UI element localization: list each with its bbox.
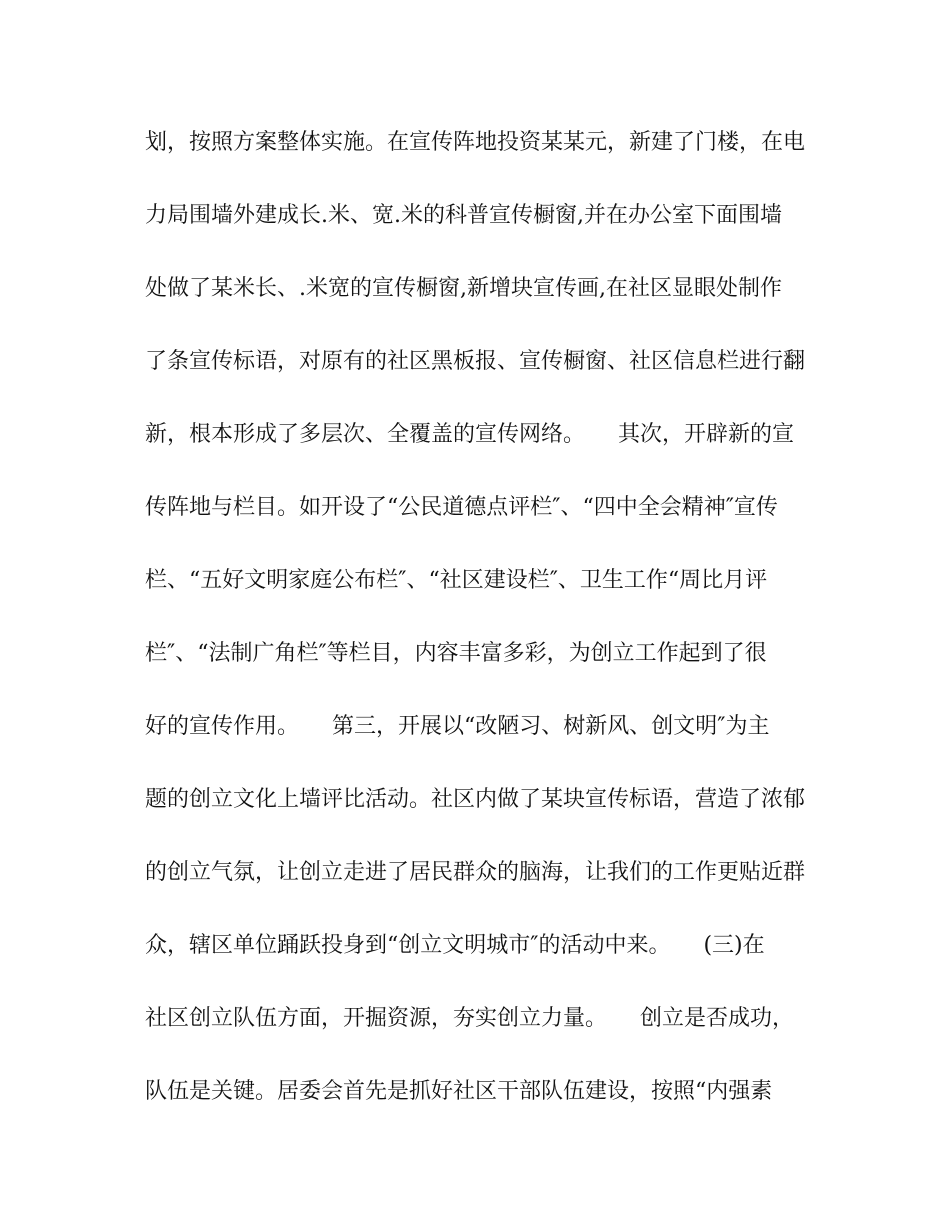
- text-line: 划，按照方案整体实施。在宣传阵地投资某某元，新建了门楼，在电: [145, 130, 806, 155]
- text-line: 的创立气氛，让创立走进了居民群众的脑海，让我们的工作更贴近群: [145, 860, 806, 885]
- text-line: 处做了某米长、.米宽的宣传橱窗,新增块宣传画,在社区显眼处制作: [145, 276, 782, 301]
- text-line: 社区创立队伍方面，开掘资源，夯实创立力量。 创立是否成功，: [145, 1006, 795, 1031]
- text-line: 队伍是关键。居委会首先是抓好社区干部队伍建设，按照“内强素: [145, 1079, 773, 1104]
- text-line: 了条宣传标语，对原有的社区黑板报、宣传橱窗、社区信息栏进行翻: [145, 349, 806, 374]
- text-line: 众，辖区单位踊跃投身到“创立文明城市″的活动中来。 (三)在: [145, 933, 765, 958]
- text-line: 栏、“五好文明家庭公布栏″、“社区建设栏″、卫生工作“周比月评: [145, 568, 768, 593]
- text-line: 新，根本形成了多层次、全覆盖的宣传网络。 其次，开辟新的宣: [145, 422, 795, 447]
- body-text: [145, 118, 815, 1140]
- text-line: 题的创立文化上墙评比活动。社区内做了某块宣传标语，营造了浓郁: [145, 787, 806, 812]
- text-line: 栏″、“法制广角栏″等栏目，内容丰富多彩，为创立工作起到了很: [145, 641, 767, 666]
- text-line: 传阵地与栏目。如开设了“公民道德点评栏″、“四中全会精神″宣传: [145, 495, 778, 520]
- text-line: 好的宣传作用。 第三，开展以“改陋习、树新风、创文明″为主: [145, 714, 770, 739]
- text-line: 力局围墙外建成长.米、宽.米的科普宣传橱窗,并在办公室下面围墙: [145, 203, 782, 228]
